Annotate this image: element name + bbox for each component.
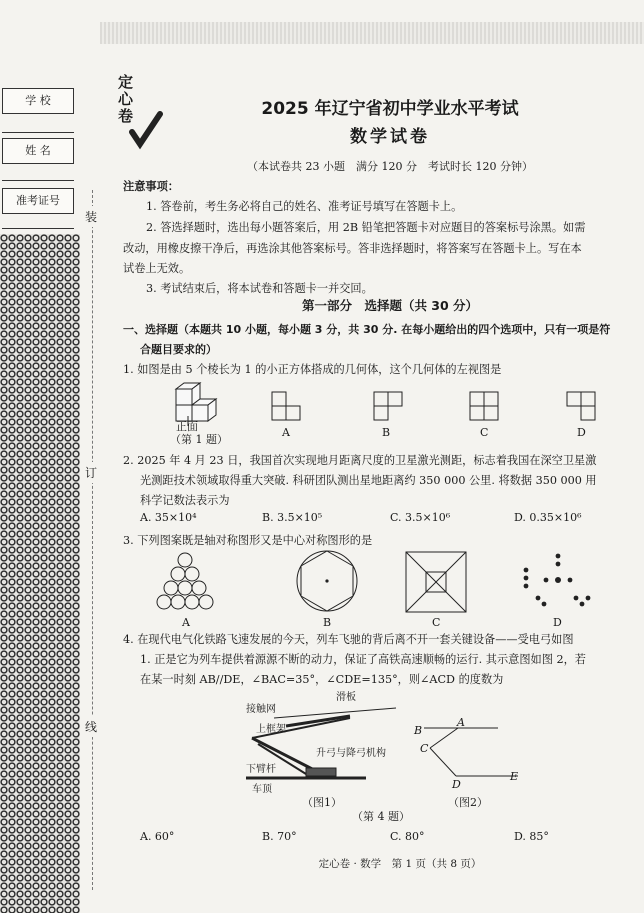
- school-label: 学 校: [2, 88, 74, 114]
- q3-option-a[interactable]: A: [182, 616, 190, 629]
- q2-option-c[interactable]: C. 3.5×10⁶: [390, 511, 451, 524]
- notice-line: 2. 答选择题时，选出每小题答案后，用 2B 铅笔把答题卡对应题目的答案标号涂黑。如需: [146, 221, 586, 234]
- notice-line: 1. 答卷前，考生务必将自己的姓名、准考证号填写在答题卡上。: [146, 200, 463, 213]
- q1-option-b[interactable]: B: [382, 426, 391, 439]
- q3-option-a-circles[interactable]: [150, 552, 220, 614]
- part1-title: 第一部分 选择题（共 30 分）: [301, 298, 479, 313]
- q2-option-b[interactable]: B. 3.5×10⁵: [262, 511, 323, 524]
- fig2-point-b: B: [414, 724, 423, 737]
- q3-option-b[interactable]: B: [323, 616, 332, 629]
- q4-option-b[interactable]: B. 70°: [262, 830, 297, 843]
- fig2-point-a: A: [457, 716, 465, 729]
- name-label: 姓 名: [2, 138, 74, 164]
- q1-option-d-view[interactable]: [565, 390, 601, 426]
- q2-option-a[interactable]: A. 35×10⁴: [140, 511, 197, 524]
- fig2-caption: （图2）: [448, 796, 488, 809]
- fig2-point-d: D: [452, 778, 461, 791]
- q3-option-c[interactable]: C: [432, 616, 441, 629]
- q3-option-d-dots[interactable]: [518, 550, 598, 612]
- fig2-point-e: E: [510, 770, 519, 783]
- checkmark-icon: [118, 74, 162, 154]
- q3-option-b-hexagon[interactable]: [292, 550, 362, 612]
- dingxin-stamp-logo: [118, 74, 162, 154]
- fig1-label-catenary: 接触网: [246, 704, 276, 715]
- q4-line: 1. 正是它为列车提供着源源不断的动力，保证了高铁高速顺畅的运行. 其示意图如图 2，若: [140, 653, 586, 666]
- q4-figure-caption: （第 4 题）: [352, 810, 410, 823]
- q2-line: 科学记数法表示为: [140, 494, 230, 507]
- name-field[interactable]: [2, 180, 74, 181]
- binding-dashed-line: [92, 190, 93, 890]
- q4-angle-figure: [418, 718, 538, 788]
- q2-option-d[interactable]: D. 0.35×10⁶: [514, 511, 582, 524]
- exam-id-field[interactable]: [2, 228, 74, 229]
- q1-figure-caption: （第 1 题）: [170, 433, 228, 446]
- notice-line: 试卷上无效。: [123, 262, 191, 275]
- q4-line: 4. 在现代电气化铁路飞速发展的今天，列车飞驰的背后离不开一套关键设备——受电弓如图: [123, 633, 574, 646]
- q4-option-c[interactable]: C. 80°: [390, 830, 425, 843]
- section-intro: 合题目要求的）: [140, 343, 217, 356]
- school-field[interactable]: [2, 132, 74, 133]
- q3-option-c-square[interactable]: [404, 550, 470, 612]
- exam-info: （本试卷共 23 小题 满分 120 分 考试时长 120 分钟）: [247, 160, 533, 173]
- fig1-label-slide: 滑板: [336, 692, 356, 703]
- q1-option-c-view[interactable]: [468, 390, 504, 426]
- stamp-text: 定心卷: [118, 73, 134, 125]
- q2-line: 2. 2025 年 4 月 23 日，我国首次实现地月距离尺度的卫星激光测距，标志着我国在深空卫星激: [123, 454, 597, 467]
- exam-subject-title: 数学试卷: [350, 127, 430, 147]
- bind-mark-zhuang: 装: [85, 206, 97, 227]
- bind-mark-xian: 线: [85, 716, 97, 737]
- bind-mark-ding: 订: [85, 462, 97, 483]
- q4-option-a[interactable]: A. 60°: [140, 830, 175, 843]
- binding-margin-pattern: [0, 234, 80, 913]
- q1-option-c[interactable]: C: [480, 426, 489, 439]
- q3-stem: 3. 下列图案既是轴对称图形又是中心对称图形的是: [123, 534, 373, 547]
- notice-heading: 注意事项：: [123, 180, 179, 193]
- arrow-up-icon: [182, 414, 202, 428]
- q1-option-a[interactable]: A: [282, 426, 290, 439]
- fig1-caption: （图1）: [302, 796, 342, 809]
- fig1-label-mechanism: 升弓与降弓机构: [316, 748, 386, 759]
- q2-line: 光测距技术领域取得重大突破. 科研团队测出星地距离约 350 000 公里. 将数据 350 000 用: [140, 474, 597, 487]
- q4-option-d[interactable]: D. 85°: [514, 830, 549, 843]
- page-footer: 定心卷 · 数学 第 1 页（共 8 页）: [318, 858, 482, 870]
- q4-line: 在某一时刻 AB//DE，∠BAC=35°，∠CDE=135°，则∠ACD 的度数为: [140, 673, 504, 686]
- section-intro: 一、选择题（本题共 10 小题，每小题 3 分，共 30 分. 在每小题给出的四个选项中，只有一项是符: [123, 323, 611, 336]
- fig1-label-lower-arm: 下臂杆: [246, 764, 276, 775]
- q1-option-d[interactable]: D: [577, 426, 586, 439]
- q1-option-b-view[interactable]: [372, 390, 408, 426]
- q3-option-d[interactable]: D: [553, 616, 562, 629]
- q1-stem: 1. 如图是由 5 个棱长为 1 的小正方体搭成的几何体，这个几何体的左视图是: [123, 363, 502, 376]
- notice-line: 改动，用橡皮擦干净后，再选涂其他答案标号。答非选择题时，将答案写在答题卡上。写在本: [123, 242, 582, 255]
- fig2-point-c: C: [420, 742, 429, 755]
- q1-option-a-view[interactable]: [270, 390, 306, 426]
- exam-title: 2025 年辽宁省初中学业水平考试: [261, 99, 519, 119]
- fig1-label-roof: 车顶: [252, 784, 272, 795]
- scan-top-band: [100, 22, 644, 44]
- q1-front-label: 正面: [176, 420, 198, 433]
- notice-line: 3. 考试结束后，将本试卷和答题卡一并交回。: [146, 282, 373, 295]
- fig1-label-upper-frame: 上框架: [256, 724, 286, 735]
- exam-id-label: 准考证号: [2, 188, 74, 214]
